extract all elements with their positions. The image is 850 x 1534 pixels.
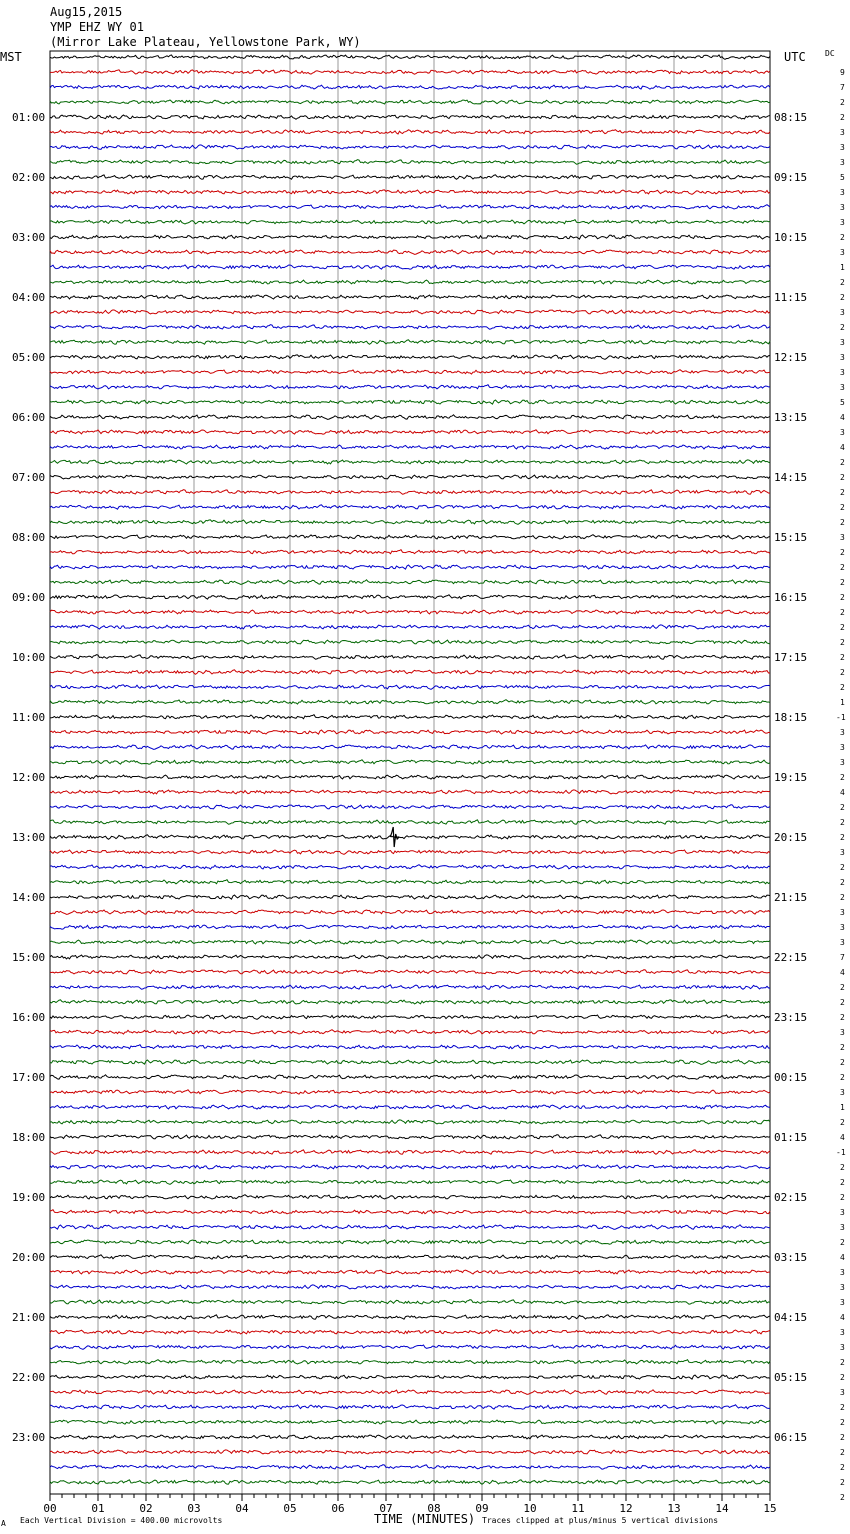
- x-tick-label: 14: [715, 1502, 729, 1515]
- trace-23: [50, 400, 770, 404]
- trace-15: [50, 280, 770, 284]
- dc-offset-value: 3: [840, 1328, 845, 1337]
- trace-33: [50, 550, 770, 554]
- right-hour-label: 02:15: [774, 1191, 808, 1204]
- x-tick-label: 08: [427, 1502, 441, 1515]
- dc-offset-value: 2: [840, 293, 845, 302]
- trace-9: [50, 190, 770, 194]
- dc-offset-value: 2: [840, 683, 845, 692]
- trace-24: [50, 415, 770, 420]
- right-hour-label: 04:15: [774, 1311, 808, 1324]
- right-hour-label: 01:15: [774, 1131, 808, 1144]
- trace-31: [50, 520, 770, 524]
- dc-offset-value: 1: [840, 263, 845, 272]
- dc-offset-value: 3: [840, 1298, 845, 1307]
- right-hour-label: 16:15: [774, 591, 808, 604]
- dc-offset-value: 2: [840, 1118, 845, 1127]
- x-tick-label: 06: [331, 1502, 345, 1515]
- dc-offset-value: 2: [840, 608, 845, 617]
- trace-47: [50, 760, 770, 764]
- dc-offset-value: 2: [840, 1373, 845, 1382]
- trace-72: [50, 1135, 770, 1139]
- right-hour-label: 12:15: [774, 351, 808, 364]
- trace-46: [50, 745, 770, 750]
- trace-95: [50, 1480, 770, 1484]
- trace-16: [50, 295, 770, 299]
- dc-offset-value: 2: [840, 1493, 845, 1502]
- trace-58: [50, 925, 770, 929]
- trace-11: [50, 220, 770, 224]
- trace-3: [50, 100, 770, 104]
- right-hour-label: 13:15: [774, 411, 808, 424]
- left-hour-label: 02:00: [12, 171, 46, 184]
- left-hour-label: 06:00: [12, 411, 46, 424]
- right-hour-label: 05:15: [774, 1371, 808, 1384]
- trace-74: [50, 1165, 770, 1169]
- trace-7: [50, 160, 770, 165]
- trace-85: [50, 1330, 770, 1334]
- dc-offset-value: 3: [840, 368, 845, 377]
- dc-offset-value: 3: [840, 728, 845, 737]
- dc-offset-value: 2: [840, 623, 845, 632]
- x-tick-label: 00: [43, 1502, 57, 1515]
- right-hour-label: 06:15: [774, 1431, 808, 1444]
- right-hour-label: 20:15: [774, 831, 808, 844]
- trace-39: [50, 640, 770, 644]
- trace-82: [50, 1285, 770, 1289]
- trace-63: [50, 1000, 770, 1004]
- trace-38: [50, 625, 770, 629]
- trace-60: [50, 955, 770, 959]
- trace-79: [50, 1240, 770, 1244]
- trace-27: [50, 460, 770, 464]
- dc-offset-value: 3: [840, 1223, 845, 1232]
- corner-mark: A: [1, 1519, 6, 1528]
- left-hour-label: 12:00: [12, 771, 46, 784]
- trace-71: [50, 1120, 770, 1124]
- trace-87: [50, 1360, 770, 1364]
- right-axis-label: UTC: [784, 50, 806, 64]
- dc-offset-value: 3: [840, 218, 845, 227]
- trace-59: [50, 940, 770, 944]
- trace-37: [50, 610, 770, 614]
- trace-73: [50, 1150, 770, 1154]
- trace-50: [50, 805, 770, 809]
- x-tick-label: 10: [523, 1502, 537, 1515]
- trace-76: [50, 1195, 770, 1199]
- trace-6: [50, 145, 770, 149]
- dc-offset-value: 2: [840, 1463, 845, 1472]
- right-hour-label: 00:15: [774, 1071, 808, 1084]
- trace-13: [50, 250, 770, 255]
- trace-4: [50, 115, 770, 119]
- left-hour-label: 20:00: [12, 1251, 46, 1264]
- dc-offset-value: 2: [840, 1238, 845, 1247]
- trace-70: [50, 1105, 770, 1109]
- dc-offset-value: -1: [836, 713, 846, 722]
- trace-83: [50, 1300, 770, 1305]
- dc-offset-value: 4: [840, 1253, 845, 1262]
- trace-90: [50, 1405, 770, 1409]
- dc-offset-value: 2: [840, 1403, 845, 1412]
- dc-offset-value: 4: [840, 1313, 845, 1322]
- left-hour-label: 17:00: [12, 1071, 46, 1084]
- dc-offset-value: 2: [840, 1163, 845, 1172]
- dc-offset-value: 7: [840, 83, 845, 92]
- trace-53: [50, 850, 770, 854]
- trace-19: [50, 340, 770, 344]
- dc-offset-value: 3: [840, 248, 845, 257]
- left-hour-label: 04:00: [12, 291, 46, 304]
- x-tick-label: 15: [763, 1502, 777, 1515]
- x-tick-label: 02: [139, 1502, 153, 1515]
- dc-offset-value: 3: [840, 308, 845, 317]
- dc-offset-value: 9: [840, 68, 845, 77]
- dc-offset-value: 3: [840, 1343, 845, 1352]
- right-hour-label: 11:15: [774, 291, 808, 304]
- dc-offset-value: 2: [840, 653, 845, 662]
- x-tick-label: 05: [283, 1502, 297, 1515]
- dc-offset-value: 2: [840, 998, 845, 1007]
- dc-offset-value: 2: [840, 1433, 845, 1442]
- dc-offset-value: 3: [840, 1208, 845, 1217]
- dc-offset-value: 3: [840, 1088, 845, 1097]
- trace-75: [50, 1180, 770, 1184]
- trace-89: [50, 1390, 770, 1395]
- dc-offset-value: 4: [840, 413, 845, 422]
- trace-56: [50, 895, 770, 899]
- x-tick-label: 13: [667, 1502, 681, 1515]
- trace-69: [50, 1090, 770, 1094]
- dc-offset-value: 3: [840, 938, 845, 947]
- right-hour-label: 23:15: [774, 1011, 808, 1024]
- trace-29: [50, 490, 770, 495]
- dc-offset-value: 3: [840, 1028, 845, 1037]
- dc-offset-value: 4: [840, 1133, 845, 1142]
- left-hour-label: 14:00: [12, 891, 46, 904]
- trace-10: [50, 205, 770, 209]
- vertical-division-note: Each Vertical Division = 400.00 microvolts: [20, 1516, 223, 1525]
- right-hour-label: 14:15: [774, 471, 808, 484]
- left-hour-label: 11:00: [12, 711, 46, 724]
- dc-offset-value: 3: [840, 353, 845, 362]
- dc-offset-value: 4: [840, 443, 845, 452]
- dc-offset-value: 1: [840, 1103, 845, 1112]
- x-tick-label: 12: [619, 1502, 633, 1515]
- dc-offset-value: 2: [840, 1013, 845, 1022]
- left-hour-label: 23:00: [12, 1431, 46, 1444]
- trace-21: [50, 370, 770, 374]
- dc-offset-value: 2: [840, 578, 845, 587]
- trace-0: [50, 55, 770, 59]
- right-hour-labels: [774, 111, 807, 1444]
- left-hour-label: 13:00: [12, 831, 46, 844]
- dc-offset-value: 3: [840, 338, 845, 347]
- dc-offset-value: 3: [840, 1283, 845, 1292]
- left-hour-label: 19:00: [12, 1191, 46, 1204]
- dc-offset-value: 2: [840, 668, 845, 677]
- dc-offset-value: 2: [840, 1178, 845, 1187]
- dc-offset-value: 2: [840, 1478, 845, 1487]
- trace-43: [50, 700, 770, 704]
- dc-offset-value: 2: [840, 863, 845, 872]
- dc-offset-value: 2: [840, 1358, 845, 1367]
- dc-offset-value: 2: [840, 593, 845, 602]
- trace-54: [50, 865, 770, 869]
- dc-offset-value: 2: [840, 113, 845, 122]
- trace-40: [50, 655, 770, 660]
- plot-date: Aug15,2015: [50, 5, 123, 19]
- dc-offset-value: 3: [840, 383, 845, 392]
- trace-68: [50, 1075, 770, 1079]
- dc-offset-value: 3: [840, 188, 845, 197]
- left-hour-label: 16:00: [12, 1011, 46, 1024]
- clipping-note: Traces clipped at plus/minus 5 vertical divisions: [482, 1516, 719, 1525]
- left-hour-label: 03:00: [12, 231, 46, 244]
- dc-offset-value: 3: [840, 143, 845, 152]
- dc-offset-value: 3: [840, 428, 845, 437]
- trace-80: [50, 1255, 770, 1259]
- dc-offset-value: 2: [840, 1058, 845, 1067]
- trace-62: [50, 985, 770, 989]
- trace-93: [50, 1450, 770, 1454]
- trace-44: [50, 715, 770, 719]
- trace-32: [50, 535, 770, 539]
- dc-offset-value: 4: [840, 788, 845, 797]
- dc-offset-value: 3: [840, 923, 845, 932]
- dc-offset-value: 3: [840, 533, 845, 542]
- left-hour-label: 07:00: [12, 471, 46, 484]
- dc-offset-value: 2: [840, 1043, 845, 1052]
- dc-offset-value: 2: [840, 98, 845, 107]
- dc-offset-value: 2: [840, 1418, 845, 1427]
- dc-label: DC: [825, 49, 835, 58]
- trace-77: [50, 1210, 770, 1214]
- dc-offset-value: 2: [840, 278, 845, 287]
- x-tick-label: 03: [187, 1502, 201, 1515]
- trace-26: [50, 445, 770, 449]
- dc-offset-value: 3: [840, 848, 845, 857]
- dc-offset-value: 2: [840, 488, 845, 497]
- trace-18: [50, 325, 770, 330]
- left-hour-label: 21:00: [12, 1311, 46, 1324]
- trace-30: [50, 505, 770, 509]
- x-tick-label: 01: [91, 1502, 105, 1515]
- trace-2: [50, 85, 770, 89]
- left-hour-label: 18:00: [12, 1131, 46, 1144]
- x-tick-label: 04: [235, 1502, 249, 1515]
- dc-offset-value: 2: [840, 833, 845, 842]
- trace-5: [50, 130, 770, 134]
- right-hour-label: 03:15: [774, 1251, 808, 1264]
- trace-92: [50, 1435, 770, 1439]
- dc-offset-value: 2: [840, 893, 845, 902]
- dc-offset-value: 2: [840, 503, 845, 512]
- trace-67: [50, 1060, 770, 1064]
- dc-offset-value: 2: [840, 563, 845, 572]
- left-hour-label: 15:00: [12, 951, 46, 964]
- dc-offset-value: 2: [840, 458, 845, 467]
- trace-86: [50, 1345, 770, 1349]
- dc-offset-value: 3: [840, 1388, 845, 1397]
- dc-offset-value: 2: [840, 518, 845, 527]
- right-hour-label: 21:15: [774, 891, 808, 904]
- x-tick-label: 09: [475, 1502, 489, 1515]
- dc-offset-value: 3: [840, 158, 845, 167]
- left-hour-label: 08:00: [12, 531, 46, 544]
- right-hour-label: 19:15: [774, 771, 808, 784]
- dc-offset-value: 5: [840, 398, 845, 407]
- station-location: (Mirror Lake Plateau, Yellowstone Park, WY): [50, 35, 361, 49]
- trace-12: [50, 235, 770, 239]
- dc-offset-value: 3: [840, 908, 845, 917]
- right-hour-label: 22:15: [774, 951, 808, 964]
- trace-57: [50, 910, 770, 915]
- dc-offset-value: 2: [840, 1448, 845, 1457]
- dc-offset-value: 3: [840, 1268, 845, 1277]
- trace-65: [50, 1030, 770, 1034]
- dc-offset-value: 3: [840, 128, 845, 137]
- dc-offset-value: -1: [836, 1148, 846, 1157]
- trace-55: [50, 880, 770, 884]
- dc-offset-value: 3: [840, 743, 845, 752]
- dc-offset-value: 2: [840, 323, 845, 332]
- dc-offset-value: 3: [840, 203, 845, 212]
- trace-91: [50, 1420, 770, 1424]
- trace-22: [50, 385, 770, 389]
- dc-offset-value: 5: [840, 173, 845, 182]
- trace-14: [50, 265, 770, 269]
- trace-28: [50, 475, 770, 479]
- dc-offset-value: 2: [840, 548, 845, 557]
- left-axis-label: MST: [0, 50, 22, 64]
- right-hour-label: 10:15: [774, 231, 808, 244]
- dc-offset-value: 2: [840, 878, 845, 887]
- right-hour-label: 17:15: [774, 651, 808, 664]
- left-hour-label: 09:00: [12, 591, 46, 604]
- trace-35: [50, 580, 770, 585]
- dc-offset-value: 7: [840, 953, 845, 962]
- right-hour-label: 15:15: [774, 531, 808, 544]
- trace-8: [50, 175, 770, 179]
- trace-25: [50, 430, 770, 434]
- dc-offset-value: 3: [840, 758, 845, 767]
- trace-51: [50, 820, 770, 824]
- trace-34: [50, 565, 770, 569]
- dc-offset-value: 2: [840, 1073, 845, 1082]
- right-hour-label: 18:15: [774, 711, 808, 724]
- trace-66: [50, 1045, 770, 1049]
- trace-88: [50, 1375, 770, 1379]
- trace-81: [50, 1270, 770, 1274]
- trace-20: [50, 355, 770, 359]
- left-hour-labels: [12, 111, 45, 1444]
- trace-42: [50, 685, 770, 689]
- trace-45: [50, 730, 770, 734]
- trace-52: [50, 835, 770, 839]
- trace-64: [50, 1015, 770, 1019]
- x-tick-label: 07: [379, 1502, 393, 1515]
- seismic-traces: [50, 55, 770, 1484]
- right-hour-label: 09:15: [774, 171, 808, 184]
- dc-offset-value: 2: [840, 773, 845, 782]
- left-hour-label: 22:00: [12, 1371, 46, 1384]
- trace-61: [50, 970, 770, 974]
- trace-36: [50, 595, 770, 599]
- dc-offset-value: 1: [840, 698, 845, 707]
- dc-offset-value: 2: [840, 803, 845, 812]
- x-tick-label: 11: [571, 1502, 585, 1515]
- trace-48: [50, 775, 770, 779]
- trace-78: [50, 1225, 770, 1230]
- x-axis-title: TIME (MINUTES): [374, 1512, 476, 1526]
- trace-17: [50, 310, 770, 314]
- dc-offset-value: 2: [840, 818, 845, 827]
- dc-offset-value: 2: [840, 638, 845, 647]
- trace-94: [50, 1465, 770, 1470]
- dc-offset-value: 2: [840, 1193, 845, 1202]
- left-hour-label: 05:00: [12, 351, 46, 364]
- dc-offset-value: 2: [840, 233, 845, 242]
- left-hour-label: 10:00: [12, 651, 46, 664]
- trace-1: [50, 70, 770, 74]
- station-code: YMP EHZ WY 01: [50, 20, 144, 34]
- trace-84: [50, 1315, 770, 1319]
- right-hour-label: 08:15: [774, 111, 808, 124]
- dc-offset-column: [836, 68, 846, 1502]
- left-hour-label: 01:00: [12, 111, 46, 124]
- dc-offset-value: 2: [840, 983, 845, 992]
- trace-41: [50, 670, 770, 674]
- dc-offset-value: 2: [840, 473, 845, 482]
- dc-offset-value: 4: [840, 968, 845, 977]
- trace-49: [50, 790, 770, 794]
